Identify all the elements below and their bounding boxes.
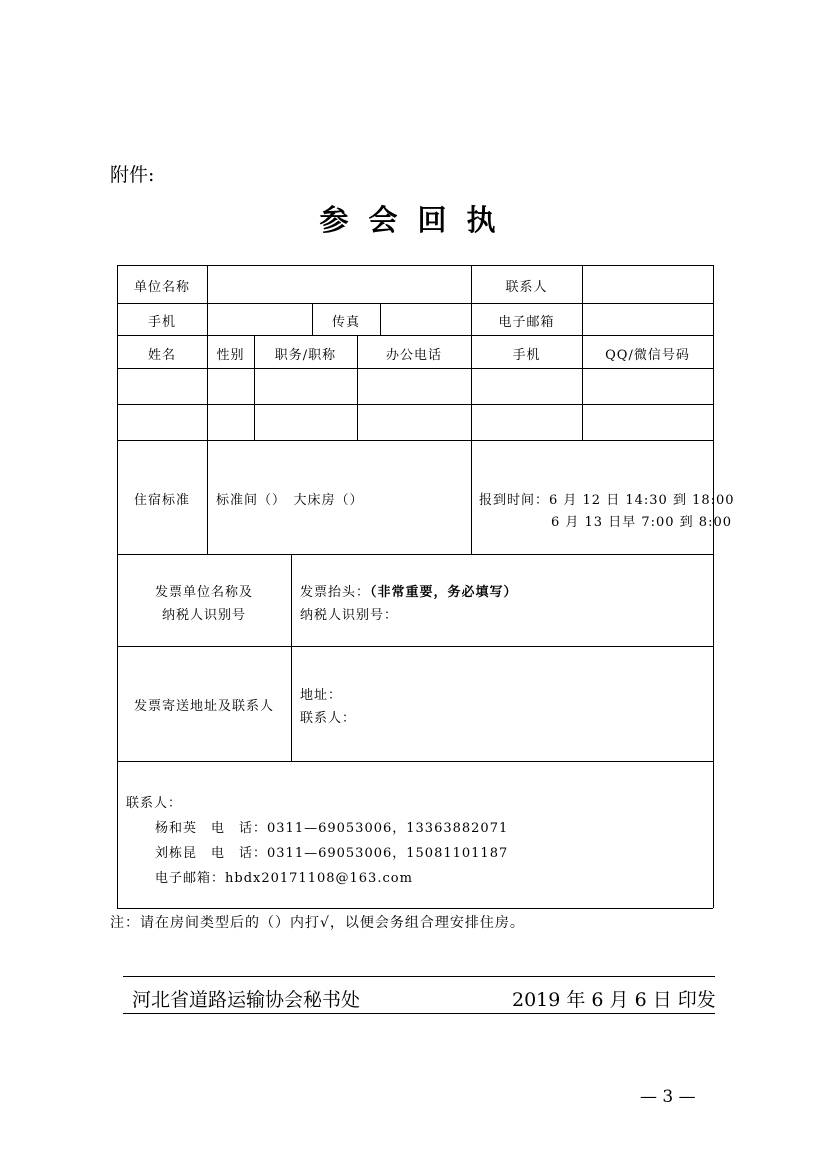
footer-bottom-rule (123, 1013, 715, 1014)
table-border-line (117, 761, 713, 762)
table-border-line (207, 265, 208, 554)
table-border-line (117, 646, 713, 647)
invoice-label-line2: 纳税人识别号 (161, 608, 246, 623)
contact-email: 电子邮箱：hbdx20171108@163.com (155, 871, 413, 886)
mobile-label: 手机 (147, 315, 176, 330)
contact-line-yang: 杨和英 电 话：0311—69053006，13363882071 (155, 821, 509, 836)
column-header-title: 职务/职称 (274, 348, 337, 363)
room-type-options: 标准间（） 大床房（） (216, 493, 364, 508)
footer-top-rule (123, 976, 715, 977)
page-number: — 3 — (640, 1087, 696, 1107)
fax-label: 传真 (331, 315, 360, 330)
attachment-label: 附件: (110, 164, 155, 186)
table-border-line (713, 265, 714, 908)
tax-id-label: 纳税人识别号： (300, 608, 399, 623)
invoice-label-line1: 发票单位名称及 (154, 585, 253, 600)
column-header-name: 姓名 (147, 348, 176, 363)
unit-name-label: 单位名称 (133, 280, 190, 295)
footer-date: 2019 年 6 月 6 日 印发 (512, 989, 716, 1011)
column-header-office-phone: 办公电话 (385, 348, 442, 363)
table-border-line (380, 303, 381, 335)
table-border-line (117, 908, 713, 909)
table-border-line (471, 265, 472, 554)
checkin-time-line1: 报到时间：6 月 12 日 14:30 到 18:00 (479, 493, 735, 508)
contacts-heading: 联系人： (126, 796, 183, 811)
contact-person-label: 联系人 (505, 280, 548, 295)
address-label: 地址： (300, 688, 343, 703)
mailing-label: 发票寄送地址及联系人 (133, 699, 274, 714)
table-border-line (291, 554, 292, 761)
mailing-contact-label: 联系人： (300, 711, 357, 726)
invoice-header-label: 发票抬头： (300, 585, 371, 600)
checkin-time-line2: 6 月 13 日早 7:00 到 8:00 (551, 515, 732, 530)
table-border-line (117, 554, 713, 555)
column-header-qq-wechat: QQ/微信号码 (605, 348, 690, 363)
note: 注：请在房间类型后的（）内打√，以便会务组合理安排住房。 (110, 915, 525, 931)
column-header-gender: 性别 (216, 348, 245, 363)
footer-issuer: 河北省道路运输协会秘书处 (132, 989, 361, 1011)
invoice-header-line (300, 581, 518, 600)
contact-line-liu: 刘栋昆 电 话：0311—69053006，15081101187 (155, 846, 509, 861)
lodging-label: 住宿标准 (133, 493, 190, 508)
email-label: 电子邮箱 (498, 315, 555, 330)
column-header-mobile: 手机 (512, 348, 541, 363)
form-title: 参会回执 (319, 203, 516, 237)
invoice-header-emphasis: （非常重要，务必填写） (370, 585, 518, 600)
